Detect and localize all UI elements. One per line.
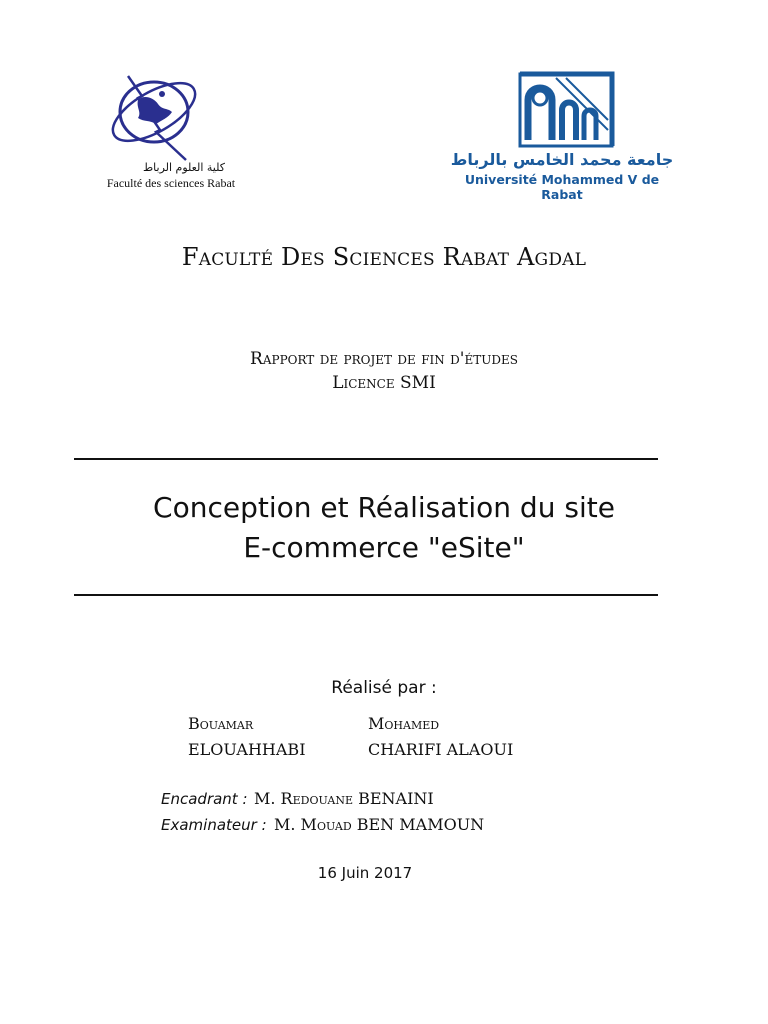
university-logo — [446, 70, 686, 200]
report-degree: Licence SMI — [332, 373, 436, 393]
encadrant-label: Encadrant : — [161, 790, 248, 808]
university-latin-name: Université Mohammed V de Rabat — [464, 172, 660, 202]
university-emblem-icon — [516, 70, 616, 148]
faculty-emblem-icon — [102, 68, 222, 168]
title-line-1: Conception et Réalisation du site — [153, 491, 615, 524]
report-subtitle — [0, 347, 768, 395]
faculty-heading: Faculté Des Sciences Rabat Agdal — [181, 243, 587, 271]
title-line-2: E-commerce "eSite" — [243, 531, 525, 564]
report-type: Rapport de projet de fin d'études — [250, 349, 518, 369]
author-1-first-name: Bouamar — [188, 714, 254, 733]
bottom-rule — [74, 594, 658, 596]
faculty-latin-name: Faculté des sciences Rabat — [106, 176, 236, 190]
top-rule — [74, 458, 658, 460]
examinateur-name: M. Mouad BEN MAMOUN — [274, 815, 485, 834]
author-1-last-name: ELOUAHHABI — [188, 740, 306, 759]
faculty-arabic-name: كلية العلوم الرباط — [142, 161, 225, 174]
realise-par-label: Réalisé par : — [331, 678, 437, 698]
examinateur-label: Examinateur : — [161, 816, 267, 834]
author-2-first-name: Mohamed — [368, 714, 440, 733]
date: 16 Juin 2017 — [317, 864, 413, 882]
faculty-logo — [96, 68, 246, 198]
university-arabic-name: جامعة محمد الخامس بالرباط — [450, 150, 674, 169]
encadrant-name: M. Redouane BENAINI — [254, 789, 434, 808]
project-title — [0, 488, 768, 568]
author-2-last-name: CHARIFI ALAOUI — [368, 740, 514, 759]
